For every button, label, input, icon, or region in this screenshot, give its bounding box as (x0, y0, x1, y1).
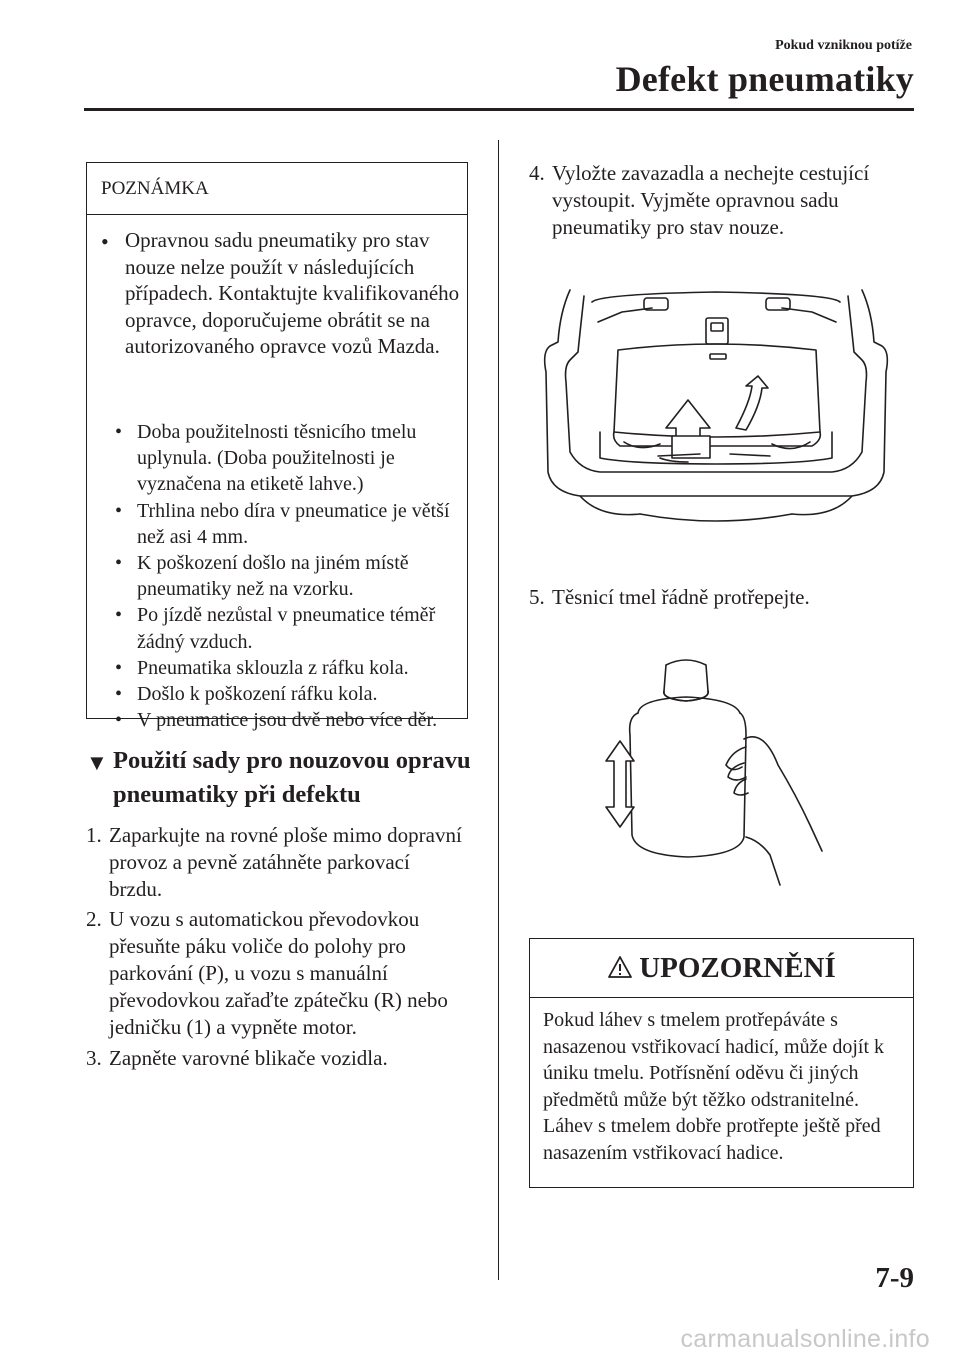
step-number: 5. (529, 585, 545, 609)
step-3 (86, 1045, 466, 1072)
note-conditions-list (111, 419, 463, 733)
warning-text: Pokud láhev s tmelem protřepáváte s nasazenou vstřikovací hadicí, může dojít k úniku tmelu. Potřísnění oděvu či jiných předmětů může být těžko odstranitelné. Láhev s tmelem dobře protřepte ještě před nasazením vstřikovací hadice. (543, 1009, 885, 1164)
step-text: Vyložte zavazadla a nechejte cestující vystoupit. Vyjměte opravnou sadu pneumatiky pro stav nouze. (552, 161, 870, 239)
note-header (87, 163, 467, 215)
step-number: 2. (86, 907, 102, 931)
step-5 (529, 584, 909, 611)
column-divider (498, 140, 499, 1280)
warning-triangle-icon (607, 955, 633, 979)
section-marker: ▼ (86, 750, 108, 775)
step-text: U vozu s automatickou převodovkou přesuňte páku voliče do polohy pro parkování (P), u vozu s manuální převodovkou zařaďte zpátečku (R) nebo jedničku (1) a vypněte motor. (109, 907, 448, 1039)
page-number: 7-9 (875, 1262, 914, 1294)
sealant-bottle-illustration (600, 655, 830, 905)
page-title: Defekt pneumatiky (615, 59, 914, 99)
step-text: Zapněte varovné blikače vozidla. (109, 1046, 388, 1070)
note-box (86, 162, 468, 732)
warning-title (530, 952, 913, 985)
list-item: • Po jízdě nezůstal v pneumatice téměř žádný vzduch. (111, 602, 463, 654)
section-title-text: Použití sady pro nouzovou opravu pneumatiky při defektu (113, 747, 471, 808)
note-text: Opravnou sadu pneumatiky pro stav nouze nelze použít v následujících případech. Kontaktujte kvalifikovaného opravce, doporučujeme obrátit se na autorizovaného opravce vozů Mazda. (125, 228, 460, 358)
list-item: • Trhlina nebo díra v pneumatice je větší než asi 4 mm. (111, 498, 463, 550)
warning-box (529, 938, 914, 1188)
step-4 (529, 160, 909, 241)
step-number: 4. (529, 161, 545, 185)
header-rule (84, 108, 914, 111)
list-item: • Došlo k poškození ráfku kola. (111, 681, 463, 707)
list-item: • K poškození došlo na jiném místě pneumatiky než na vzorku. (111, 550, 463, 602)
trunk-illustration (540, 282, 892, 528)
note-title: POZNÁMKA (101, 178, 209, 199)
watermark: carmanualsonline.info (680, 1325, 930, 1353)
list-item: • Pneumatika sklouzla z ráfku kola. (111, 655, 463, 681)
step-text: Zaparkujte na rovné ploše mimo dopravní provoz a pevně zatáhněte parkovací brzdu. (109, 823, 462, 901)
header-section-label: Pokud vzniknou potíže (775, 38, 912, 53)
note-bullet: • (101, 229, 109, 254)
warning-title-text: UPOZORNĚNÍ (639, 952, 836, 984)
section-heading (86, 744, 486, 812)
step-1 (86, 822, 466, 903)
step-number: 1. (86, 823, 102, 847)
step-2 (86, 906, 466, 1041)
step-number: 3. (86, 1046, 102, 1070)
list-item: • Doba použitelnosti těsnicího tmelu uplynula. (Doba použitelnosti je vyznačena na etiketě lahve.) (111, 419, 463, 498)
list-item: • V pneumatice jsou dvě nebo více děr. (111, 707, 463, 733)
step-text: Těsnicí tmel řádně protřepejte. (552, 585, 810, 609)
warning-header (530, 939, 913, 998)
